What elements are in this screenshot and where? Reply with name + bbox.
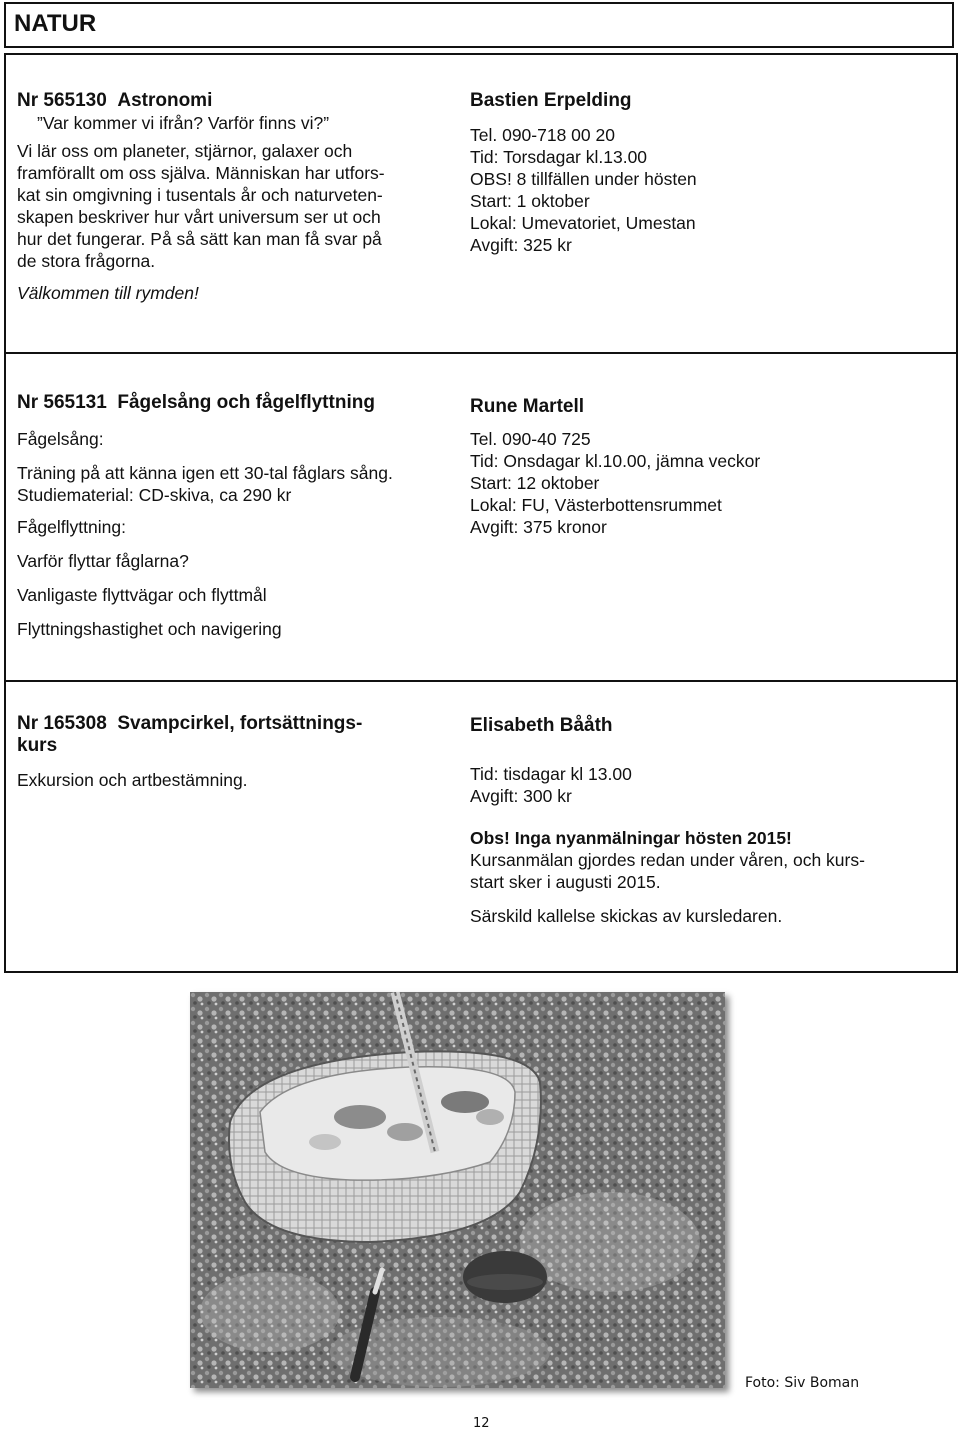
section-title: NATUR <box>14 10 97 37</box>
course-quote: ”Var kommer vi ifrån? Varför finns vi?” <box>37 113 330 133</box>
info-line: Tid: Torsdagar kl.13.00 <box>470 147 648 167</box>
topic-line: Studiematerial: CD-skiva, ca 290 kr <box>17 485 292 505</box>
info-line: Lokal: Umevatoriet, Umestan <box>470 213 696 233</box>
notice-line: Kursanmälan gjordes redan under våren, och kurs- <box>470 850 865 870</box>
description-line: de stora frågorna. <box>17 251 156 271</box>
row-divider <box>6 680 956 682</box>
course-table <box>4 53 958 973</box>
welcome-text: Välkommen till rymden! <box>17 283 199 303</box>
course-name-continued: kurs <box>17 735 58 756</box>
course-description <box>17 140 467 272</box>
topic-line: Träning på att känna igen ett 30-tal fåglars sång. <box>17 463 393 483</box>
info-line: Avgift: 375 kronor <box>470 517 607 537</box>
course-name: Svampcirkel, fortsättnings- <box>117 713 363 734</box>
course-number: Nr 565130 <box>17 90 107 111</box>
course-astronomi <box>17 90 467 304</box>
topic-line: Flyttningshastighet och navigering <box>17 619 282 639</box>
info-line: Tel. 090-718 00 20 <box>470 125 615 145</box>
info-line: Tid: Onsdagar kl.10.00, jämna veckor <box>470 451 761 471</box>
course-leader: Elisabeth Bååth <box>470 715 613 736</box>
notice-note: Särskild kallelse skickas av kursledaren. <box>470 906 783 926</box>
description-line: hur det fungerar. På så sätt kan man få svar på <box>17 229 382 249</box>
notice-line: start sker i augusti 2015. <box>470 872 661 892</box>
row-divider <box>6 352 956 354</box>
description-line: Vi lär oss om planeter, stjärnor, galaxer och <box>17 141 353 161</box>
course-heading <box>17 392 467 414</box>
mushroom-basket-photo <box>190 992 725 1388</box>
course-fagelsang <box>17 392 467 640</box>
info-line: Lokal: FU, Västerbottensrummet <box>470 495 722 515</box>
course-number: Nr 565131 <box>17 392 107 413</box>
course-heading <box>17 713 467 735</box>
course-name: Fågelsång och fågelflyttning <box>117 392 375 413</box>
description-line: kat sin omgivning i tusentals år och naturveten- <box>17 185 383 205</box>
info-line: Start: 1 oktober <box>470 191 590 211</box>
photo-image <box>190 992 725 1388</box>
course-svampcirkel <box>17 713 467 791</box>
info-line: Start: 12 oktober <box>470 473 600 493</box>
topic-heading: Fågelflyttning: <box>17 517 126 537</box>
course-astronomi-info <box>470 90 940 256</box>
course-svampcirkel-info <box>470 715 940 927</box>
course-number: Nr 165308 <box>17 713 107 734</box>
info-line: OBS! 8 tillfällen under hösten <box>470 169 697 189</box>
info-line: Tel. 090-40 725 <box>470 429 591 449</box>
page-number: 12 <box>473 1416 490 1431</box>
description-line: framförallt om oss själva. Människan har utfors- <box>17 163 385 183</box>
course-leader: Rune Martell <box>470 396 585 417</box>
course-leader: Bastien Erpelding <box>470 90 632 111</box>
info-line: Tid: tisdagar kl 13.00 <box>470 764 632 784</box>
topic-line: Vanligaste flyttvägar och flyttmål <box>17 585 267 605</box>
section-header <box>4 2 954 48</box>
info-line: Avgift: 325 kr <box>470 235 572 255</box>
course-heading <box>17 90 467 112</box>
notice-heading: Obs! Inga nyanmälningar hösten 2015! <box>470 828 792 848</box>
topic-heading: Fågelsång: <box>17 429 104 449</box>
topic-line: Varför flyttar fåglarna? <box>17 551 189 571</box>
course-description: Exkursion och artbestämning. <box>17 770 248 790</box>
description-line: skapen beskriver hur vårt universum ser ut och <box>17 207 381 227</box>
course-name: Astronomi <box>117 90 213 111</box>
photo-caption: Foto: Siv Boman <box>745 1375 860 1391</box>
info-line: Avgift: 300 kr <box>470 786 572 806</box>
course-fagelsang-info <box>470 396 940 538</box>
